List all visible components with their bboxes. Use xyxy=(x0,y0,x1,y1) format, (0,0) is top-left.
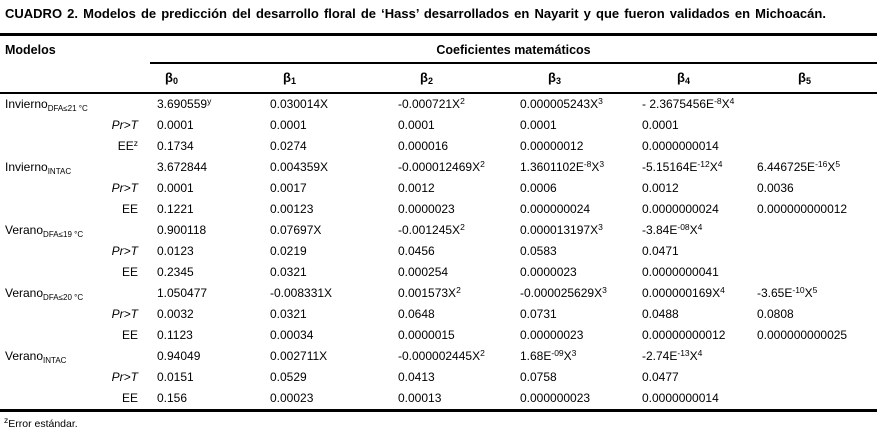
coefficient-value: $6.446725E^{-16}X^5$ xyxy=(757,159,841,174)
stat-row xyxy=(0,388,877,411)
stat-label: Pr>T xyxy=(111,181,138,195)
model-label: Verano$_{DFA\le 19 ^\circ C}$ xyxy=(5,223,84,239)
coefficient-value: 0.1221 xyxy=(157,202,194,216)
coefficient-value: 0.0001 xyxy=(157,118,194,132)
coefficient-value: 0.94049 xyxy=(157,349,201,363)
coefficient-value: - $2.3675456E^{-8}X^4$ xyxy=(642,96,735,111)
coefficient-value: $1.3601102E^{-8}X^3$ xyxy=(520,159,605,174)
coefficient-value: 0.0758 xyxy=(520,370,557,384)
coefficient-value: 0.0000000041 xyxy=(642,265,719,279)
coefficient-value: 0.0000015 xyxy=(398,328,455,342)
footnote: $^z$Error estándar. xyxy=(4,415,78,430)
coefficient-value: 0.1123 xyxy=(157,328,193,342)
coefficient-value: 3.690559$^y$ xyxy=(157,96,212,111)
coefficient-value: 0.0321 xyxy=(270,307,307,321)
coefficient-value: $-0.000025629X^3$ xyxy=(520,285,607,300)
coefficient-value: 0.0471 xyxy=(642,244,679,258)
coefficient-value: 0.000016 xyxy=(398,139,449,153)
coefficient-value: 0.2345 xyxy=(157,265,194,279)
coefficients-group-header: Coeficientes matemáticos xyxy=(150,35,877,64)
coefficient-value xyxy=(750,115,877,136)
stat-row xyxy=(0,115,877,136)
coefficient-value: 0.0001 xyxy=(157,181,194,195)
coefficient-value: 0.0583 xyxy=(520,244,557,258)
coefficient-value: 0.00034 xyxy=(270,328,314,342)
coefficient-value: 0.0529 xyxy=(270,370,307,384)
coefficient-value: $1.68E^{-09}X^3$ xyxy=(520,348,577,363)
coefficient-value: 0.0413 xyxy=(398,370,435,384)
coefficient-value xyxy=(750,136,877,157)
coefficient-value: 0.002711X xyxy=(270,349,328,363)
coefficient-value: $0.001573X^2$ xyxy=(398,285,461,300)
coefficient-value: 0.000000023 xyxy=(512,388,632,411)
stat-label: Pr>T xyxy=(111,307,138,321)
coefficient-value: 0.00000012 xyxy=(520,139,584,153)
coefficient-value: 0.0036 xyxy=(757,181,794,195)
coefficient-value xyxy=(750,367,877,388)
models-column-header: Modelos xyxy=(0,35,150,94)
coefficient-value: $-0.000012469X^2$ xyxy=(398,159,485,174)
coefficient-value: 0.00013 xyxy=(385,388,512,411)
coefficient-value xyxy=(750,241,877,262)
coefficient-value: 0.00123 xyxy=(270,202,314,216)
coefficient-value: 0.0123 xyxy=(157,244,194,258)
coefficient-value xyxy=(750,346,877,367)
coefficient-value xyxy=(750,388,877,411)
coefficient-value: 0.0001 xyxy=(642,118,679,132)
coefficient-value: 0.00023 xyxy=(263,388,385,411)
coefficient-value xyxy=(750,220,877,241)
model-row xyxy=(0,157,877,178)
coefficient-value: 0.0000023 xyxy=(520,265,577,279)
model-row xyxy=(0,346,877,367)
coefficient-value: 0.0321 xyxy=(270,265,307,279)
coefficient-value: 0.030014X xyxy=(270,97,329,111)
coefficient-value: $-3.65E^{-10}X^5$ xyxy=(757,285,818,300)
coefficient-value: 0.0000023 xyxy=(398,202,455,216)
coefficient-value: 0.000000000025 xyxy=(757,328,848,342)
coefficient-value: 0.000254 xyxy=(398,265,449,279)
coefficient-value: 0.0000000014 xyxy=(632,388,750,411)
coefficient-value: 0.0488 xyxy=(642,307,679,321)
beta2-column-header: $\beta_2$ xyxy=(385,63,512,93)
coefficient-value: 0.0012 xyxy=(642,181,679,195)
coefficient-value xyxy=(750,262,877,283)
coefficient-value: $0.000013197X^3$ xyxy=(520,222,603,237)
stat-label: Pr>T xyxy=(111,244,138,258)
coefficient-value: 0.0032 xyxy=(157,307,194,321)
coefficient-value xyxy=(750,93,877,115)
coefficient-value: 0.000000000012 xyxy=(757,202,848,216)
table-body xyxy=(0,93,877,411)
model-label: Invierno$_{INTAC}$ xyxy=(5,160,72,176)
coefficient-value: 0.900118 xyxy=(157,223,207,237)
coefficient-value: 0.0001 xyxy=(398,118,435,132)
coefficient-value: 0.0000000014 xyxy=(642,139,719,153)
beta4-column-header: $\beta_4$ xyxy=(632,63,750,93)
coefficient-value: 0.156 xyxy=(150,388,263,411)
coefficient-value: 0.0001 xyxy=(270,118,307,132)
coefficient-value: 0.00000023 xyxy=(520,328,584,342)
stat-label: $EE^z$ xyxy=(117,138,138,153)
stat-label: Pr>T xyxy=(111,118,138,132)
model-label: Verano$_{INTAC}$ xyxy=(5,349,67,365)
coefficient-value: 0.0001 xyxy=(520,118,557,132)
beta0-column-header: $\beta_0$ xyxy=(150,63,263,93)
model-row xyxy=(0,283,877,304)
coefficient-value: 0.0274 xyxy=(270,139,307,153)
coefficient-value: $0.000000169X^4$ xyxy=(642,285,725,300)
header-row-groups xyxy=(0,35,877,64)
coefficient-value: 0.000000024 xyxy=(520,202,591,216)
coefficient-value: 0.0151 xyxy=(157,370,194,384)
beta3-column-header: $\beta_3$ xyxy=(512,63,632,93)
coefficient-value: $-2.74E^{-13}X^4$ xyxy=(642,348,703,363)
stat-row xyxy=(0,304,877,325)
beta5-column-header: $\beta_5$ xyxy=(750,63,877,93)
coefficient-value: $-5.15164E^{-12}X^4$ xyxy=(642,159,723,174)
coefficient-value: -0.008331X xyxy=(270,286,333,300)
coefficient-value: 0.1734 xyxy=(157,139,194,153)
coefficient-value: 0.004359X xyxy=(270,160,329,174)
coefficient-value: 0.07697X xyxy=(270,223,322,237)
coefficients-table xyxy=(0,33,877,412)
stat-label: EE xyxy=(121,328,138,342)
beta1-column-header: $\beta_1$ xyxy=(263,63,385,93)
coefficient-value: 0.00000000012 xyxy=(642,328,726,342)
coefficient-value: $0.000005243X^3$ xyxy=(520,96,603,111)
stat-label: Pr>T xyxy=(111,370,138,384)
coefficient-value: 0.0731 xyxy=(520,307,557,321)
stat-row xyxy=(0,199,877,220)
coefficient-value: 0.0477 xyxy=(642,370,679,384)
stat-row xyxy=(0,241,877,262)
coefficient-value: 0.0456 xyxy=(398,244,435,258)
model-label: Invierno$_{DFA\le 21 ^\circ C}$ xyxy=(5,97,88,113)
stat-label: EE xyxy=(121,202,138,216)
stat-label: EE xyxy=(121,265,138,279)
stat-row xyxy=(0,178,877,199)
coefficient-value: 0.0012 xyxy=(398,181,435,195)
model-row xyxy=(0,93,877,115)
coefficient-value: 0.0000000024 xyxy=(642,202,719,216)
coefficient-value: 3.672844 xyxy=(157,160,208,174)
model-label: Verano$_{DFA\le 20 ^\circ C}$ xyxy=(5,286,84,302)
coefficient-value: 0.0808 xyxy=(757,307,794,321)
table-header xyxy=(0,35,877,94)
coefficient-value: $-0.000721X^2$ xyxy=(398,96,465,111)
stat-row xyxy=(0,367,877,388)
coefficient-value: $-3.84E^{-08}X^4$ xyxy=(642,222,703,237)
table-caption: CUADRO 2. Modelos de predicción del desarrollo floral de ‘Hass’ desarrollados en Nayarit y que fueron validados en Michoacán. xyxy=(5,6,826,21)
stat-row xyxy=(0,325,877,346)
coefficient-value: 0.0017 xyxy=(270,181,307,195)
stat-row xyxy=(0,136,877,157)
coefficient-value: 0.0006 xyxy=(520,181,557,195)
coefficient-value: 0.0219 xyxy=(270,244,307,258)
coefficient-value: $-0.000002445X^2$ xyxy=(398,348,485,363)
coefficient-value: $-0.001245X^2$ xyxy=(398,222,465,237)
stat-row xyxy=(0,262,877,283)
model-row xyxy=(0,220,877,241)
stat-label: EE xyxy=(0,388,150,411)
coefficient-value: 1.050477 xyxy=(157,286,208,300)
coefficient-value: 0.0648 xyxy=(398,307,435,321)
